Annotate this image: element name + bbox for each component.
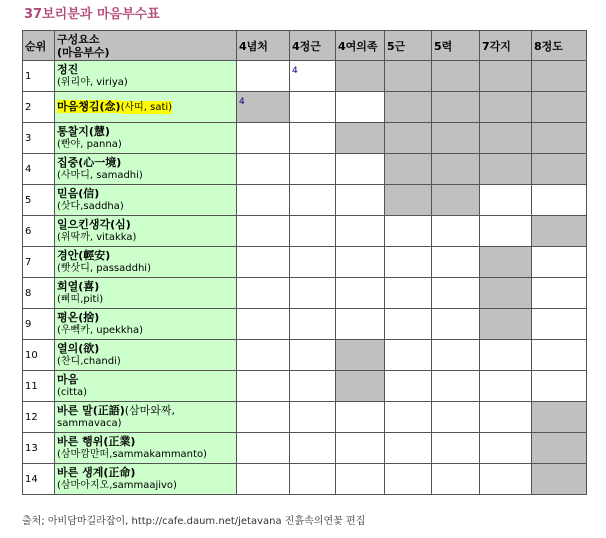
grid-cell (480, 185, 532, 216)
grid-cell (290, 464, 336, 495)
table-row (23, 61, 587, 92)
cell-count: 4 (292, 66, 298, 76)
header-col-7: 8정도 (532, 31, 587, 61)
table-row (23, 154, 587, 185)
element-pali: (citta) (57, 387, 88, 398)
grid-cell (237, 154, 290, 185)
grid-cell (480, 247, 532, 278)
element-cell (55, 123, 237, 154)
table-row (23, 185, 587, 216)
element-name-suffix: (삼마와짜, (124, 404, 176, 417)
grid-cell (336, 61, 385, 92)
grid-cell (237, 309, 290, 340)
grid-cell (237, 433, 290, 464)
grid-cell (385, 123, 432, 154)
grid-cell (237, 185, 290, 216)
grid-cell (432, 433, 480, 464)
element-cell (55, 92, 237, 123)
element-pali: (사마디, samadhi) (57, 170, 143, 181)
grid-cell (290, 309, 336, 340)
element-pali: (빳삿디, passaddhi) (57, 263, 151, 274)
grid-cell (480, 123, 532, 154)
grid-cell (480, 61, 532, 92)
header-col-2: 4정근 (290, 31, 336, 61)
element-pali: (빤야, panna) (57, 139, 122, 150)
element-name: 경안(輕安) (57, 249, 111, 262)
row-number: 14 (23, 464, 55, 495)
grid-cell (532, 216, 587, 247)
grid-cell (480, 309, 532, 340)
grid-cell (385, 216, 432, 247)
grid-cell (432, 464, 480, 495)
grid-cell (480, 464, 532, 495)
grid-cell (480, 154, 532, 185)
element-cell (55, 216, 237, 247)
source-note: 출처; 아비담마길라잡이, http://cafe.daum.net/jetavana 진흙속의연꽃 편집 (22, 516, 366, 527)
row-number: 9 (23, 309, 55, 340)
element-pali: (위리야, viriya) (57, 77, 128, 88)
element-name: 믿음(信) (57, 187, 100, 200)
header-col-6: 7각지 (480, 31, 532, 61)
grid-cell (532, 123, 587, 154)
grid-cell (237, 371, 290, 402)
element-name: 바른 행위(正業) (57, 435, 136, 448)
table-row (23, 92, 587, 123)
grid-cell (432, 309, 480, 340)
grid-cell (385, 61, 432, 92)
grid-cell (290, 247, 336, 278)
grid-cell (385, 278, 432, 309)
header-num: 순위 (23, 31, 55, 61)
grid-cell (532, 247, 587, 278)
bodhipakkhiya-table (22, 30, 587, 495)
table-row (23, 433, 587, 464)
grid-cell (532, 340, 587, 371)
grid-cell (290, 340, 336, 371)
element-cell (55, 278, 237, 309)
grid-cell (336, 154, 385, 185)
table-row (23, 340, 587, 371)
element-cell (55, 402, 237, 433)
grid-cell (237, 247, 290, 278)
grid-cell (336, 278, 385, 309)
grid-cell (432, 371, 480, 402)
row-number: 12 (23, 402, 55, 433)
row-number: 5 (23, 185, 55, 216)
grid-cell (336, 433, 385, 464)
header-element-line2: (마음부수) (57, 45, 110, 59)
grid-cell (432, 123, 480, 154)
element-name: 마음 (57, 373, 79, 386)
grid-cell (237, 216, 290, 247)
element-pali: (우뻭카, upekkha) (57, 325, 144, 336)
header-row (23, 31, 587, 61)
grid-cell (237, 464, 290, 495)
grid-cell (237, 402, 290, 433)
page-title: 37보리분과 마음부수표 (24, 7, 160, 22)
element-cell (55, 247, 237, 278)
element-name: 희열(喜) (57, 280, 100, 293)
grid-cell (336, 402, 385, 433)
grid-cell (432, 61, 480, 92)
element-name: 정진 (57, 63, 79, 76)
element-pali: sammavaca) (57, 418, 122, 429)
grid-cell (385, 340, 432, 371)
grid-cell (290, 154, 336, 185)
grid-cell (336, 92, 385, 123)
element-name: 집중(心一境) (57, 156, 122, 169)
grid-cell (237, 92, 290, 123)
element-cell (55, 154, 237, 185)
grid-cell (432, 185, 480, 216)
row-number: 6 (23, 216, 55, 247)
grid-cell (290, 371, 336, 402)
element-pali: (삿다,saddha) (57, 201, 124, 212)
grid-cell (532, 464, 587, 495)
grid-cell (385, 464, 432, 495)
grid-cell (290, 402, 336, 433)
grid-cell (532, 433, 587, 464)
row-number: 1 (23, 61, 55, 92)
grid-cell (480, 278, 532, 309)
element-name: 일으킨생각(심) (57, 218, 131, 231)
row-number: 3 (23, 123, 55, 154)
element-cell (55, 371, 237, 402)
element-pali: (삼마아지오,sammaajivo) (57, 480, 177, 491)
row-number: 13 (23, 433, 55, 464)
grid-cell (385, 92, 432, 123)
row-number: 10 (23, 340, 55, 371)
grid-cell (432, 92, 480, 123)
cell-count: 4 (239, 97, 245, 107)
element-pali: (삐띠,piti) (57, 294, 104, 305)
element-name: 바른 생계(正命) (57, 466, 136, 479)
element-pali: (사띠, sati) (120, 102, 173, 113)
grid-cell (385, 247, 432, 278)
element-name: 마음챙김(念) (57, 100, 121, 113)
grid-cell (336, 340, 385, 371)
element-name (57, 404, 234, 417)
grid-cell (385, 433, 432, 464)
grid-cell (532, 278, 587, 309)
element-pali: (삼마깜만떠,sammakammanto) (57, 449, 207, 460)
element-name: 평온(捨) (57, 311, 100, 324)
grid-cell (432, 340, 480, 371)
element-cell (55, 433, 237, 464)
grid-cell (385, 402, 432, 433)
grid-cell (480, 371, 532, 402)
grid-cell (532, 309, 587, 340)
grid-cell (336, 216, 385, 247)
grid-cell (532, 185, 587, 216)
table-row (23, 371, 587, 402)
grid-cell (432, 402, 480, 433)
grid-cell (290, 433, 336, 464)
row-number: 8 (23, 278, 55, 309)
element-cell (55, 309, 237, 340)
grid-cell (336, 185, 385, 216)
element-name: 통찰지(慧) (57, 125, 110, 138)
grid-cell (290, 185, 336, 216)
header-element (55, 31, 237, 61)
grid-cell (237, 278, 290, 309)
grid-cell (290, 92, 336, 123)
header-element-line1: 구성요소 (57, 32, 100, 46)
table-row (23, 464, 587, 495)
grid-cell (532, 154, 587, 185)
grid-cell (432, 154, 480, 185)
grid-cell (290, 278, 336, 309)
element-name: 열의(欲) (57, 342, 100, 355)
row-number: 7 (23, 247, 55, 278)
element-cell (55, 185, 237, 216)
element-name-main: 바른 말(正語) (57, 404, 125, 417)
grid-cell (432, 216, 480, 247)
grid-cell (237, 61, 290, 92)
row-number: 2 (23, 92, 55, 123)
grid-cell (385, 309, 432, 340)
grid-cell (336, 464, 385, 495)
grid-cell (336, 309, 385, 340)
grid-cell (290, 61, 336, 92)
table-row (23, 278, 587, 309)
table-row (23, 402, 587, 433)
element-pali: (위딱까, vitakka) (57, 232, 137, 243)
grid-cell (336, 247, 385, 278)
element-cell (55, 61, 237, 92)
table-body (23, 61, 587, 495)
grid-cell (532, 92, 587, 123)
row-number: 4 (23, 154, 55, 185)
header-col-3: 4여의족 (336, 31, 385, 61)
grid-cell (480, 92, 532, 123)
table-row (23, 216, 587, 247)
grid-cell (336, 123, 385, 154)
table-row (23, 309, 587, 340)
table-row (23, 247, 587, 278)
grid-cell (432, 247, 480, 278)
header-col-4: 5근 (385, 31, 432, 61)
header-col-5: 5력 (432, 31, 480, 61)
grid-cell (480, 216, 532, 247)
element-cell (55, 464, 237, 495)
element-cell (55, 340, 237, 371)
grid-cell (385, 154, 432, 185)
grid-cell (532, 61, 587, 92)
element-pali: (찬디,chandi) (57, 356, 121, 367)
grid-cell (237, 340, 290, 371)
grid-cell (237, 123, 290, 154)
grid-cell (290, 216, 336, 247)
grid-cell (385, 371, 432, 402)
grid-cell (532, 402, 587, 433)
grid-cell (480, 433, 532, 464)
grid-cell (480, 402, 532, 433)
grid-cell (336, 371, 385, 402)
grid-cell (532, 371, 587, 402)
header-col-1: 4념처 (237, 31, 290, 61)
table-row (23, 123, 587, 154)
grid-cell (290, 123, 336, 154)
grid-cell (385, 185, 432, 216)
grid-cell (480, 340, 532, 371)
row-number: 11 (23, 371, 55, 402)
grid-cell (432, 278, 480, 309)
